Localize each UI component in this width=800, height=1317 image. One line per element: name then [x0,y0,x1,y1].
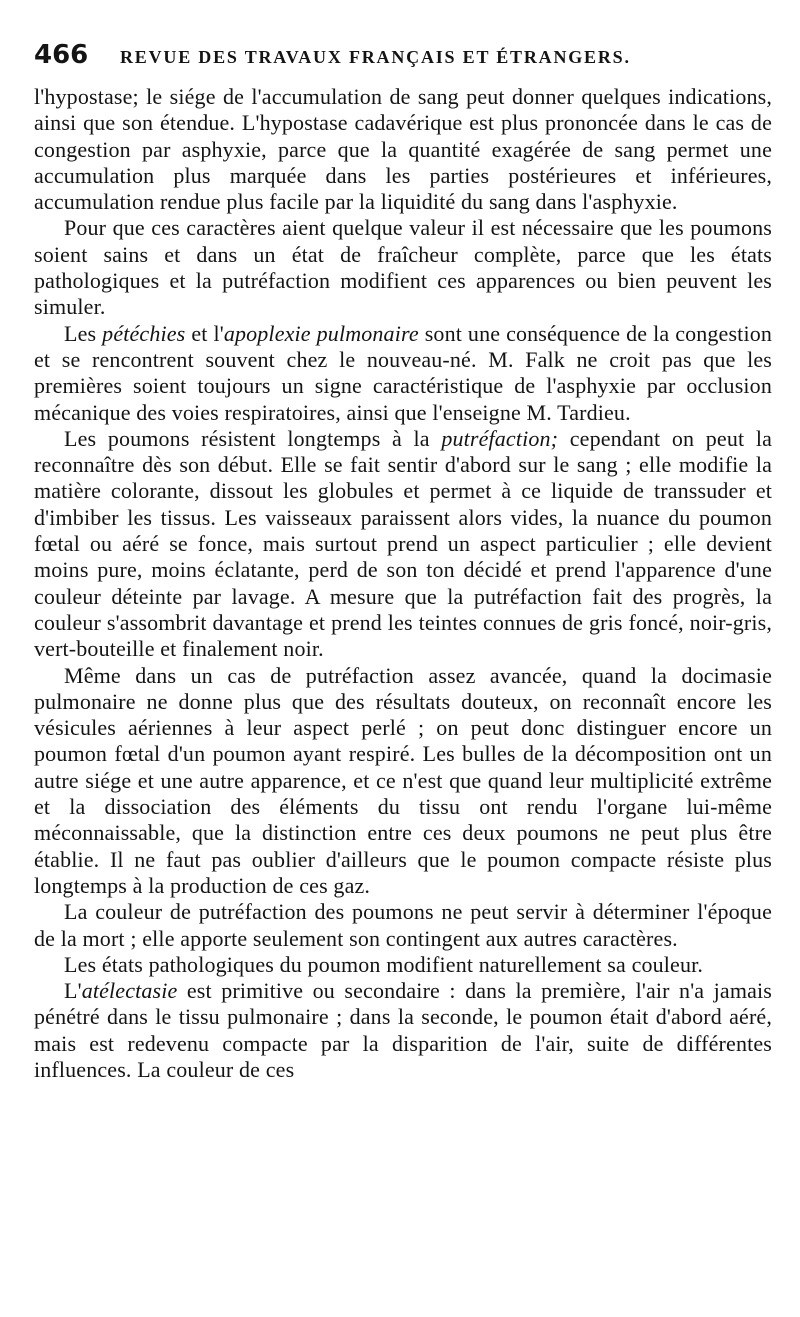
paragraph-putrefaction [34,426,772,663]
paragraph-atelectasie [34,978,772,1083]
paragraph-conditions [34,215,772,320]
text-segment: Les états pathologiques du poumon modifient naturellement sa couleur. [64,951,704,977]
text-segment: Pour que ces caractères aient quelque valeur il est nécessaire que les poumons soient sains et dans un état de fraîcheur complète, parce que les états pathologiques et la putréfaction modifient ces apparences ou bien peuvent les simuler. [34,215,772,320]
paragraph-docimasie [34,663,772,900]
text-segment: Les poumons résistent longtemps à la [64,425,442,451]
text-segment: La couleur de putréfaction des poumons ne peut servir à déterminer l'époque de la mort ; elle apporte seulement son contingent aux autres caractères. [34,899,772,951]
journal-title: REVUE DES TRAVAUX FRANÇAIS ET ÉTRANGERS. [120,47,631,67]
italic-term: apoplexie pulmonaire [223,320,419,346]
paragraph-etats-pathologiques [34,952,772,978]
text-segment: est primitive ou secondaire : dans la première, l'air n'a jamais pénétré dans le tissu pulmonaire ; dans la seconde, le poumon était d'abord aéré, mais est redevenu compacte par la disparition de l'air, suite de différentes influences. La couleur de ces [34,978,772,1082]
running-header [34,40,772,80]
italic-term: pétéchies [102,320,186,346]
text-segment: L' [64,978,82,1004]
italic-term: putréfaction; [441,425,559,451]
text-segment: cependant on peut la reconnaître dès son début. Elle se fait sentir d'abord sur le sang ; elle modifie la matière colorante, dissout les globules et permet à ce liquide de transsuder et d'imbiber les tissus. Les vaisseaux paraissent alors vides, la nuance du poumon fœtal ou aéré se fonce, mais surtout prend un aspect particulier ; elle devient moins pure, moins éclatante, perd de son ton décidé et prend l'apparence d'une couleur déteinte par lavage. A mesure que la putréfaction fait des progrès, la couleur s'assombrit davantage et prend les teintes connues de gris foncé, noir-gris, vert-bouteille et finalement noir. [34,425,773,662]
page-number: 466 [34,40,89,70]
text-segment: et l' [185,320,224,346]
text-segment: l'hypostase; le siége de l'accumulation de sang peut donner quelques indications, ainsi que son étendue. L'hypostase cadavérique est plus prononcée dans le cas de congestion par asphyxie, parce que la quantité exagérée de sang permet une accumulation plus marquée dans les parties postérieures et inférieures, accumulation rendue plus facile par la liquidité du sang dans l'asphyxie. [34,84,772,215]
italic-term: atélectasie [81,978,178,1004]
paragraph-petechies [34,321,772,426]
book-page [34,40,772,1083]
text-segment: sont une conséquence de la congestion et se rencontrent souvent chez le nouveau-né. M. Falk ne croit pas que les premières soient toujours un signe caractéristique de l'asphyxie par occlusion mécanique des voies respiratoires, ainsi que l'enseigne M. Tardieu. [34,320,773,425]
body-text [34,84,772,1083]
paragraph-couleur-mort [34,899,772,952]
text-segment: Même dans un cas de putréfaction assez avancée, quand la docimasie pulmonaire ne donne plus que des résultats douteux, on reconnaît encore les vésicules aériennes à leur aspect perlé ; on peut donc distinguer encore un poumon fœtal d'un poumon ayant respiré. Les bulles de la décomposition ont un autre siége et une autre apparence, et ce n'est que quand leur multiplicité extrême et la dissociation des éléments du tissu ont rendu l'organe lui-même méconnaissable, que la distinction entre ces deux poumons ne peut plus être établie. Il ne faut pas oublier d'ailleurs que le poumon compacte résiste plus longtemps à la production de ces gaz. [34,662,772,898]
paragraph-hypostase [34,84,772,215]
text-segment: Les [64,320,103,346]
